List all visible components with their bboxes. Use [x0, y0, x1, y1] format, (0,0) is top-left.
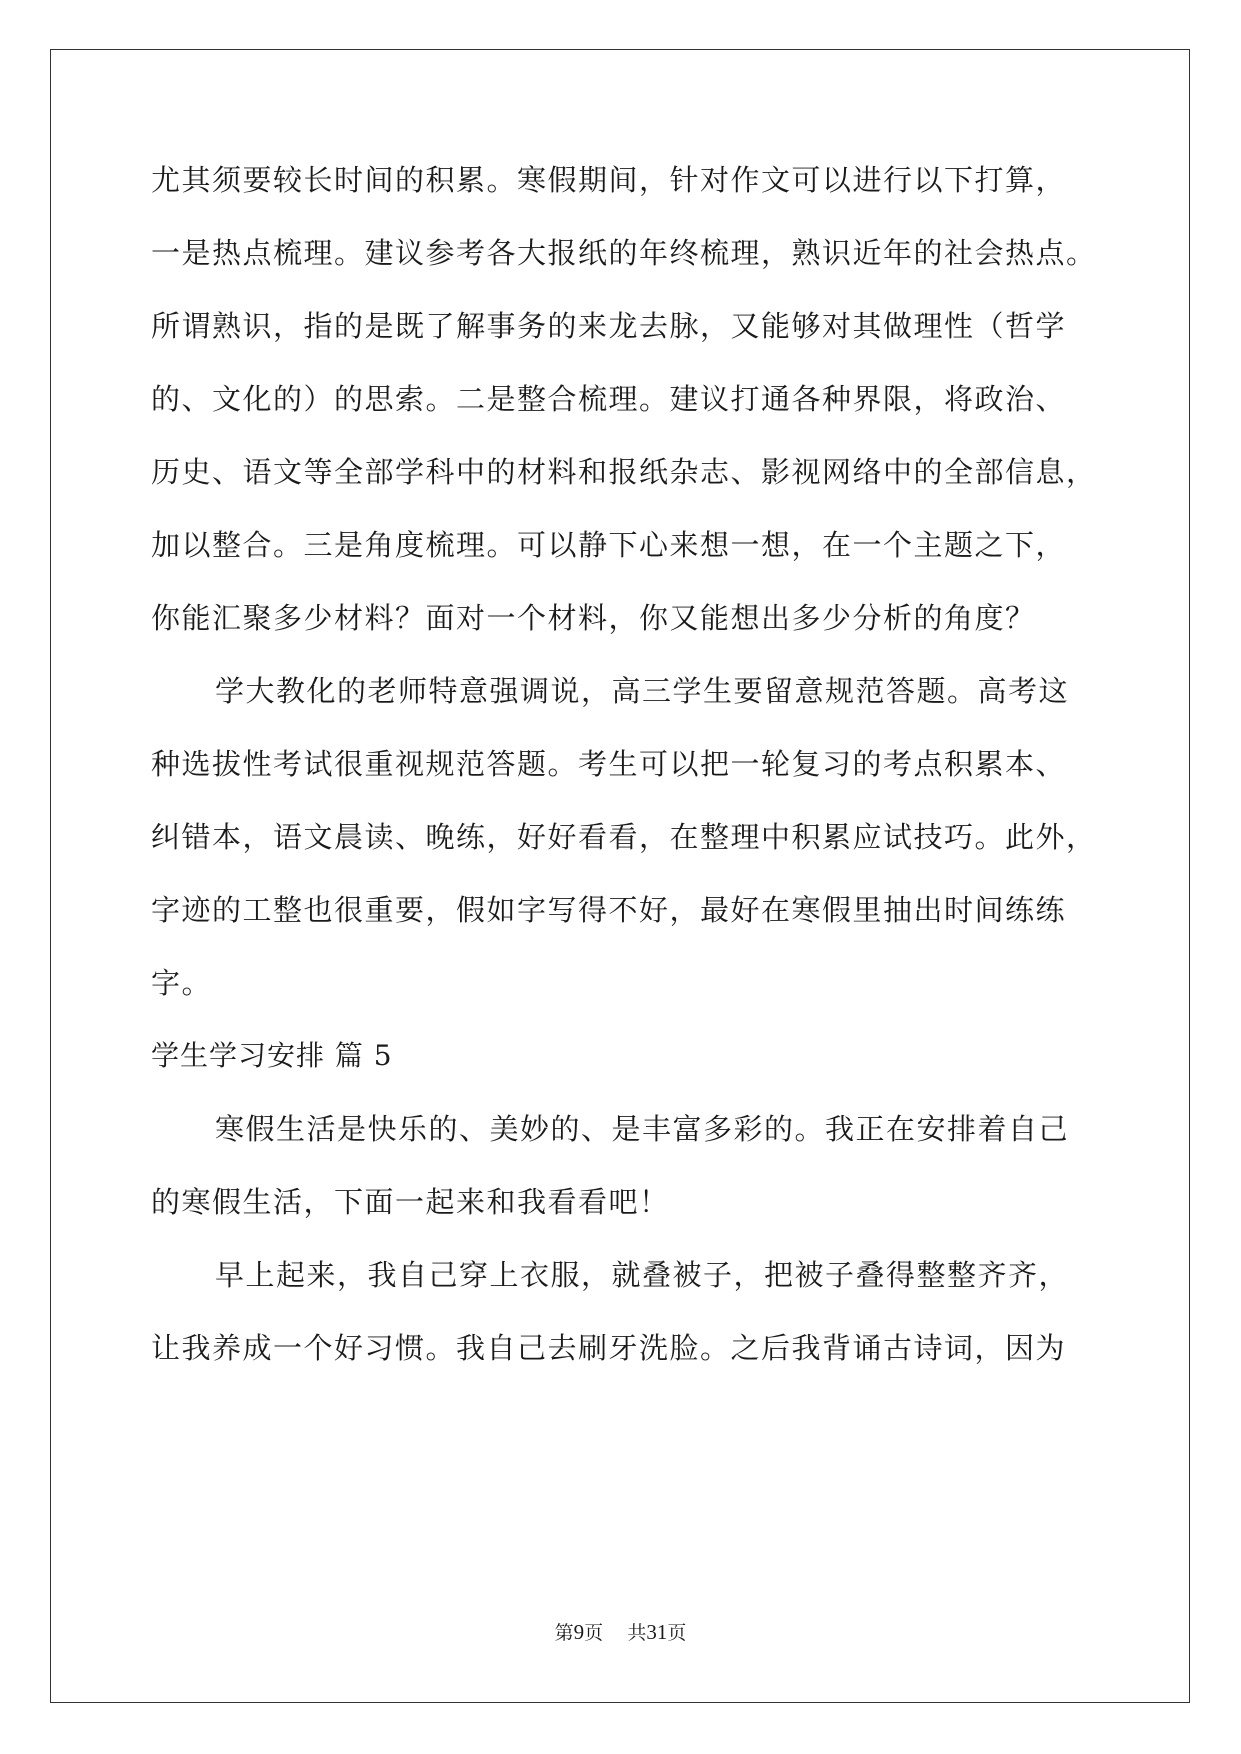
- text-line: 你能汇聚多少材料？面对一个材料，你又能想出多少分析的角度？: [151, 601, 1036, 635]
- page-number: 9: [573, 1620, 585, 1644]
- paragraph-start-line: 早上起来，我自己穿上衣服，就叠被子，把被子叠得整整齐齐，: [215, 1258, 1070, 1292]
- total-pages: 31: [646, 1620, 668, 1644]
- text-line: 一是热点梳理。建议参考各大报纸的年终梳理，熟识近年的社会热点。: [151, 236, 1097, 270]
- total-suffix: 页: [667, 1622, 687, 1644]
- page-footer: [0, 1620, 1241, 1645]
- page-border: [50, 49, 1190, 1703]
- text-line: 尤其须要较长时间的积累。寒假期间，针对作文可以进行以下打算，: [151, 163, 1067, 197]
- text-line: 的寒假生活，下面一起来和我看看吧！: [151, 1185, 670, 1219]
- text-line: 字迹的工整也很重要，假如字写得不好，最好在寒假里抽出时间练练: [151, 893, 1067, 927]
- text-line: 字。: [151, 966, 213, 1000]
- section-heading: 学生学习安排 篇 5: [151, 1039, 393, 1072]
- text-line: 加以整合。三是角度梳理。可以静下心来想一想，在一个主题之下，: [151, 528, 1067, 562]
- text-line: 所谓熟识，指的是既了解事务的来龙去脉，又能够对其做理性（哲学: [151, 309, 1067, 343]
- text-line: 纠错本，语文晨读、晚练，好好看看，在整理中积累应试技巧。此外，: [151, 820, 1097, 854]
- page-prefix: 第: [554, 1622, 574, 1644]
- text-line: 让我养成一个好习惯。我自己去刷牙洗脸。之后我背诵古诗词，因为: [151, 1331, 1067, 1365]
- paragraph-start-line: 寒假生活是快乐的、美妙的、是丰富多彩的。我正在安排着自己: [215, 1112, 1070, 1146]
- total-prefix: 共: [627, 1622, 647, 1644]
- text-line: 的、文化的）的思索。二是整合梳理。建议打通各种界限，将政治、: [151, 382, 1067, 416]
- page-suffix: 页: [584, 1622, 604, 1644]
- text-line: 种选拔性考试很重视规范答题。考生可以把一轮复习的考点积累本、: [151, 747, 1067, 781]
- paragraph-start-line: 学大教化的老师特意强调说，高三学生要留意规范答题。高考这: [215, 674, 1070, 708]
- text-line: 历史、语文等全部学科中的材料和报纸杂志、影视网络中的全部信息，: [151, 455, 1097, 489]
